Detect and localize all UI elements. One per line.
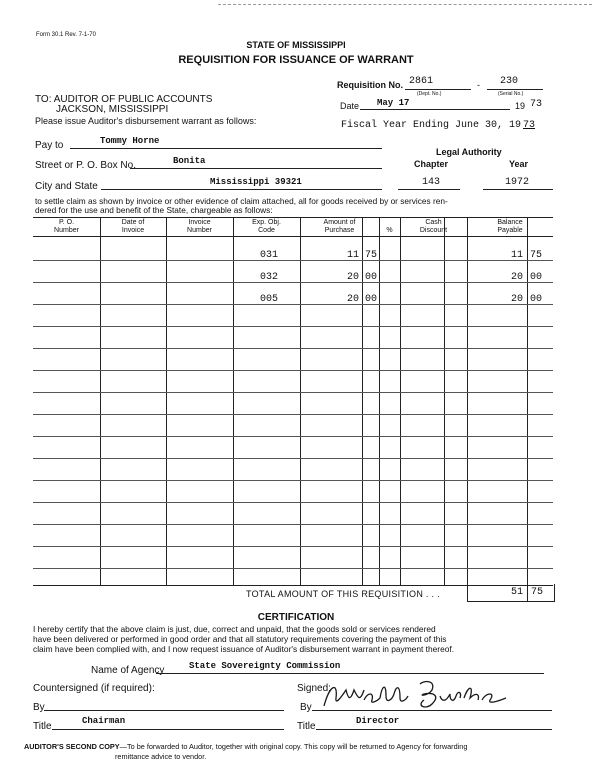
requisition-label: Requisition No. — [337, 80, 403, 90]
chapter-line — [398, 189, 460, 190]
claim-text-line1: to settle claim as shown by invoice or other evidence of claim attached, all for goods received by or services ren- — [35, 196, 448, 206]
by-line-left — [44, 710, 284, 711]
date-year-value: 73 — [530, 99, 543, 110]
total-label: TOTAL AMOUNT OF THIS REQUISITION . . . — [246, 589, 440, 599]
dept-number-value: 2861 — [409, 76, 434, 87]
state-heading: STATE OF MISSISSIPPI — [246, 40, 346, 50]
header-po-number: P. O. Number — [54, 219, 79, 234]
agency-line — [156, 673, 544, 674]
certification-line3: claim have been complied with, and I now request issuance of Auditor's disbursement warrant in payment thereof. — [33, 644, 455, 654]
claim-text-line2: dered for the use and benefit of the State, chargeable as follows: — [35, 205, 273, 215]
title-value-left: Chairman — [82, 716, 126, 726]
pay-to-label: Pay to — [35, 140, 64, 151]
signed-label: Signed: — [297, 683, 331, 694]
auditors-second-copy-label: AUDITOR'S SECOND COPY — [24, 742, 120, 751]
to-city-line: JACKSON, MISSISSIPPI — [56, 104, 169, 115]
total-dollars: 51 — [511, 587, 524, 598]
top-edge-perforation — [218, 0, 592, 5]
header-balance-payable: Balance Payable — [497, 219, 523, 234]
legal-year-value: 1972 — [505, 177, 530, 188]
total-box — [467, 584, 555, 602]
city-line — [101, 189, 382, 190]
agency-label: Name of Agency — [91, 665, 165, 676]
row2-amount-cents: 00 — [365, 272, 378, 283]
footer-text1: —To be forwarded to Auditor, together with original copy. This copy will be returned to Agency for forwarding — [119, 742, 468, 751]
city-label: City and State — [35, 181, 98, 192]
title-label-right: Title — [297, 721, 316, 732]
fiscal-year-value: 73 — [523, 120, 536, 131]
agency-value: State Sovereignty Commission — [189, 661, 341, 671]
expenditure-table — [33, 217, 553, 586]
header-date-of-invoice: Date of Invoice — [121, 219, 145, 234]
date-label: Date — [340, 101, 360, 111]
row3-amount-dollars: 20 — [347, 294, 360, 305]
serial-number-value: 230 — [500, 76, 519, 87]
row2-balance-cents: 00 — [530, 272, 543, 283]
row2-balance-dollars: 20 — [511, 272, 524, 283]
certification-heading: CERTIFICATION — [257, 612, 335, 623]
handwritten-signature — [320, 676, 510, 714]
row3-amount-cents: 00 — [365, 294, 378, 305]
by-label-left: By — [33, 702, 45, 713]
dept-number-line — [405, 89, 471, 90]
pay-to-value: Tommy Horne — [100, 136, 160, 146]
title-label-left: Title — [33, 721, 52, 732]
street-label: Street or P. O. Box No. — [35, 160, 136, 171]
chapter-value: 143 — [422, 177, 441, 188]
total-cents: 75 — [531, 587, 544, 598]
date-value: May 17 — [377, 98, 410, 108]
to-auditor-line: TO: AUDITOR OF PUBLIC ACCOUNTS — [35, 94, 213, 105]
row3-balance-cents: 00 — [530, 294, 543, 305]
header-amount-of-purchase: Amount of Purchase — [323, 219, 356, 234]
street-value: Bonita — [173, 156, 206, 166]
row1-amount-dollars: 11 — [347, 250, 360, 261]
legal-authority-heading: Legal Authority — [436, 147, 502, 157]
serial-caption: (Serial No.) — [498, 91, 524, 97]
footer-line1 — [24, 742, 467, 751]
header-percent: % — [386, 227, 393, 234]
fiscal-year-label: Fiscal Year Ending June 30, 19 — [341, 120, 522, 131]
form-title: REQUISITION FOR ISSUANCE OF WARRANT — [178, 54, 414, 66]
date-year-prefix: 19 — [515, 101, 526, 111]
row1-balance-cents: 75 — [530, 250, 543, 261]
serial-number-line — [487, 89, 543, 90]
legal-year-line — [483, 189, 553, 190]
row3-code: 005 — [260, 294, 279, 305]
by-label-right: By — [300, 702, 312, 713]
row2-code: 032 — [260, 272, 279, 283]
chapter-label: Chapter — [414, 159, 449, 169]
title-value-right: Director — [356, 716, 400, 726]
year-label: Year — [509, 159, 529, 169]
title-line-left — [52, 729, 284, 730]
please-issue-line: Please issue Auditor's disbursement warrant as follows: — [35, 116, 257, 126]
row1-balance-dollars: 11 — [511, 250, 524, 261]
certification-line2: have been delivered or performed in good order and that all statutory requirements covering the payment of this — [33, 634, 447, 644]
requisition-dash: - — [477, 80, 480, 90]
row2-amount-dollars: 20 — [347, 272, 360, 283]
row3-balance-dollars: 20 — [511, 294, 524, 305]
header-cash-discount: Cash Discount — [419, 219, 448, 234]
footer-line2: remittance advice to vendor. — [115, 752, 207, 761]
city-value: Mississippi 39321 — [210, 177, 302, 187]
date-line — [360, 109, 510, 110]
dept-caption: (Dept. No.) — [417, 91, 442, 97]
form-number: Form 30.1 Rev. 7-1-70 — [36, 32, 96, 38]
pay-to-line — [70, 148, 382, 149]
row1-code: 031 — [260, 250, 279, 261]
header-invoice-number: Invoice Number — [187, 219, 212, 234]
header-exp-obj-code: Exp. Obj. Code — [252, 219, 281, 234]
row1-amount-cents: 75 — [365, 250, 378, 261]
certification-line1: I hereby certify that the above claim is just, due, correct and unpaid, that the goods sold or services rendered — [33, 624, 436, 634]
countersigned-label: Countersigned (if required): — [33, 683, 155, 694]
street-line — [130, 168, 382, 169]
title-line-right — [316, 729, 552, 730]
